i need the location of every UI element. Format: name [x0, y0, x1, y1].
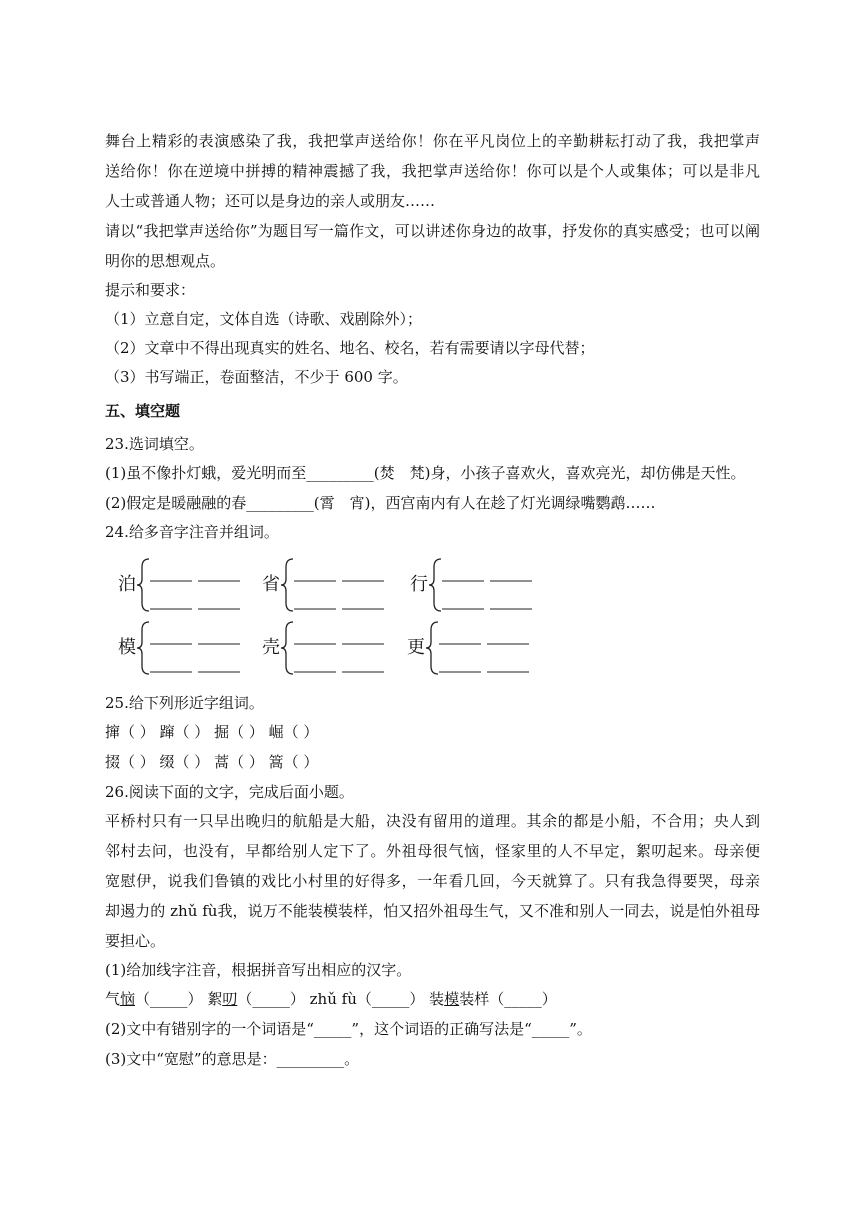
essay-prompt-line: 送给你！你在逆境中拼搏的精神震撼了我，我把掌声送给你！你可以是个人或集体；可以是非凡: [105, 162, 760, 180]
polyphone-char: 行: [410, 574, 428, 595]
word-char: 气: [105, 990, 121, 1008]
underlined-char: 恼: [120, 990, 136, 1008]
word-char: 装: [429, 990, 445, 1008]
sub-question: (1)给加线字注音，根据拼音写出相应的汉字。: [105, 961, 412, 979]
brace-blanks: [118, 620, 248, 676]
question-item: (2)假定是暖融融的春_________(霄 宵)，西宫南内有人在趁了灯光调绿嘴鹦鹉……: [105, 494, 656, 512]
pinyin-blank: zhǔ fù（_____）: [309, 990, 425, 1008]
sub-question: (3)文中“宽慰”的意思是：_________。: [105, 1050, 360, 1068]
passage-line: 却遏力的 zhǔ fù我，说万不能装模装样，怕又招外祖母生气，又不准和别人一同去，说是怕外祖母: [105, 902, 760, 920]
brace-blanks: [407, 620, 537, 676]
tip-item: （2）文章中不得出现真实的姓名、地名、校名，若有需要请以字母代替；: [105, 339, 595, 357]
brace-blanks: [410, 557, 540, 613]
word-group-row: 撺（ ） 蹿（ ） 掘（ ） 崛（ ）: [105, 723, 319, 741]
answer-blank: 装样（_____）: [459, 990, 557, 1008]
passage-line: 平桥村只有一只早出晚归的航船是大船，决没有留用的道理。其余的都是小船，不合用；央人到: [105, 812, 760, 830]
passage-line: 宽慰伊，说我们鲁镇的戏比小村里的好得多，一年看几回，今天就算了。只有我急得要哭，母亲: [105, 872, 760, 890]
brace-blanks: [118, 557, 248, 613]
passage-line: 要担心。: [105, 932, 166, 950]
passage-line: 邻村去问，也没有，早都给别人定下了。外祖母很气恼，怪家里的人不早定，絮叨起来。母亲便: [105, 842, 760, 860]
sub-question: (2)文中有错别字的一个词语是“_____”，这个词语的正确写法是“_____”。: [105, 1020, 592, 1038]
word-group-row: 掇（ ） 缀（ ） 蒿（ ） 篙（ ）: [105, 753, 319, 771]
polyphone-char: 模: [118, 637, 136, 658]
brace-blanks: [262, 620, 392, 676]
tips-title: 提示和要求：: [105, 281, 196, 299]
question-stem: 26.阅读下面的文字，完成后面小题。: [105, 783, 354, 801]
essay-task-line: 请以“我把掌声送给你”为题目写一篇作文，可以讲述你身边的故事，抒发你的真实感受；也可以阐: [105, 222, 760, 240]
question-stem: 24.给多音字注音并组词。: [105, 523, 279, 541]
question-stem: 23.选词填空。: [105, 435, 204, 453]
essay-prompt-line: 舞台上精彩的表演感染了我，我把掌声送给你！你在平凡岗位上的辛勤耕耘打动了我，我把掌声: [105, 132, 760, 150]
word-char: 絮: [207, 990, 223, 1008]
polyphone-char: 泊: [118, 574, 136, 595]
answer-blank: （_____）: [135, 990, 203, 1008]
polyphone-char: 省: [262, 574, 280, 595]
brace-blanks: [262, 557, 392, 613]
section-title: 五、填空题: [105, 402, 181, 420]
question-item: (1)虽不像扑灯蛾，爱光明而至_________(焚 梵)身，小孩子喜欢火，喜欢亮光，却仿佛是天性。: [105, 464, 746, 482]
essay-task-line: 明你的思想观点。: [105, 252, 226, 270]
pinyin-blanks-row: [105, 989, 760, 1009]
polyphone-char: 壳: [262, 637, 280, 658]
answer-blank: （_____）: [237, 990, 305, 1008]
tip-item: （3）书写端正，卷面整洁，不少于 600 字。: [105, 368, 408, 386]
underlined-char: 叨: [222, 990, 238, 1008]
essay-prompt-line: 人士或普通人物；还可以是身边的亲人或朋友……: [105, 192, 436, 210]
underlined-char: 模: [444, 990, 460, 1008]
tip-item: （1）立意自定，文体自选（诗歌、戏剧除外）；: [105, 310, 423, 328]
question-stem: 25.给下列形近字组词。: [105, 694, 264, 712]
polyphone-char: 更: [407, 637, 425, 658]
